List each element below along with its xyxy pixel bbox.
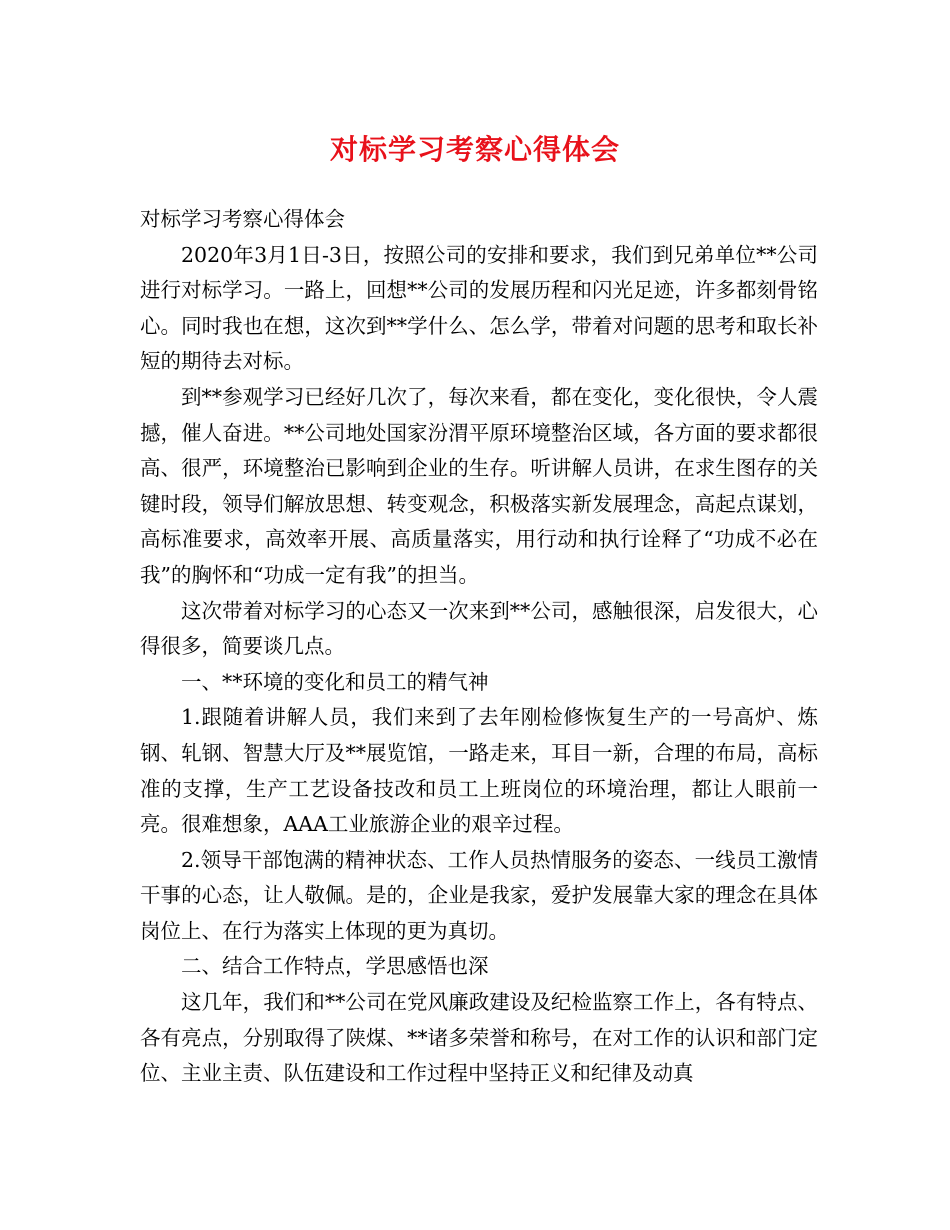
section-heading: 二、结合工作特点，学思感悟也深 [181,954,489,979]
document-title: 对标学习考察心得体会 [329,133,620,166]
body-paragraph: 这次带着对标学习的心态又一次来到**公司，感触很深，启发很大，心得很多，简要谈几点。 [140,598,818,659]
body-paragraph: 1.跟随着讲解人员，我们来到了去年刚检修恢复生产的一号高炉、炼钢、轧钢、智慧大厅及**展览馆，一路走来，耳目一新，合理的布局，高标准的支撑，生产工艺设备技改和员工上班岗位的环境治理，都让人眼前一亮。很难想象，AAA工业旅游企业的艰辛过程。 [140,705,818,837]
document-body [140,202,818,1092]
body-paragraph: 到**参观学习已经好几次了，每次来看，都在变化，变化很快，令人震撼，催人奋进。**公司地处国家汾渭平原环境整治区域，各方面的要求都很高、很严，环境整治已影响到企业的生存。听讲解人员讲，在求生图存的关键时段，领导们解放思想、转变观念，积极落实新发展理念，高起点谋划，高标准要求，高效率开展、高质量落实，用行动和执行诠释了“功成不必在我”的胸怀和“功成一定有我”的担当。 [140,384,818,587]
body-paragraph: 2.领导干部饱满的精神状态、工作人员热情服务的姿态、一线员工激情干事的心态，让人敬佩。是的，企业是我家，爱护发展靠大家的理念在具体岗位上、在行为落实上体现的更为真切。 [140,847,818,943]
section-heading: 一、**环境的变化和员工的精气神 [181,669,489,694]
body-paragraph: 对标学习考察心得体会 [140,207,345,231]
body-paragraph: 这几年，我们和**公司在党风廉政建设及纪检监察工作上，各有特点、各有亮点，分别取得了陕煤、**诸多荣誉和称号，在对工作的认识和部门定位、主业主责、队伍建设和工作过程中坚持正义和纪律及动真 [140,990,818,1086]
body-paragraph: 2020年3月1日-3日，按照公司的安排和要求，我们到兄弟单位**公司进行对标学习。一路上，回想**公司的发展历程和闪光足迹，许多都刻骨铭心。同时我也在想，这次到**学什么、怎么学，带着对问题的思考和取长补短的期待去对标。 [140,242,818,374]
